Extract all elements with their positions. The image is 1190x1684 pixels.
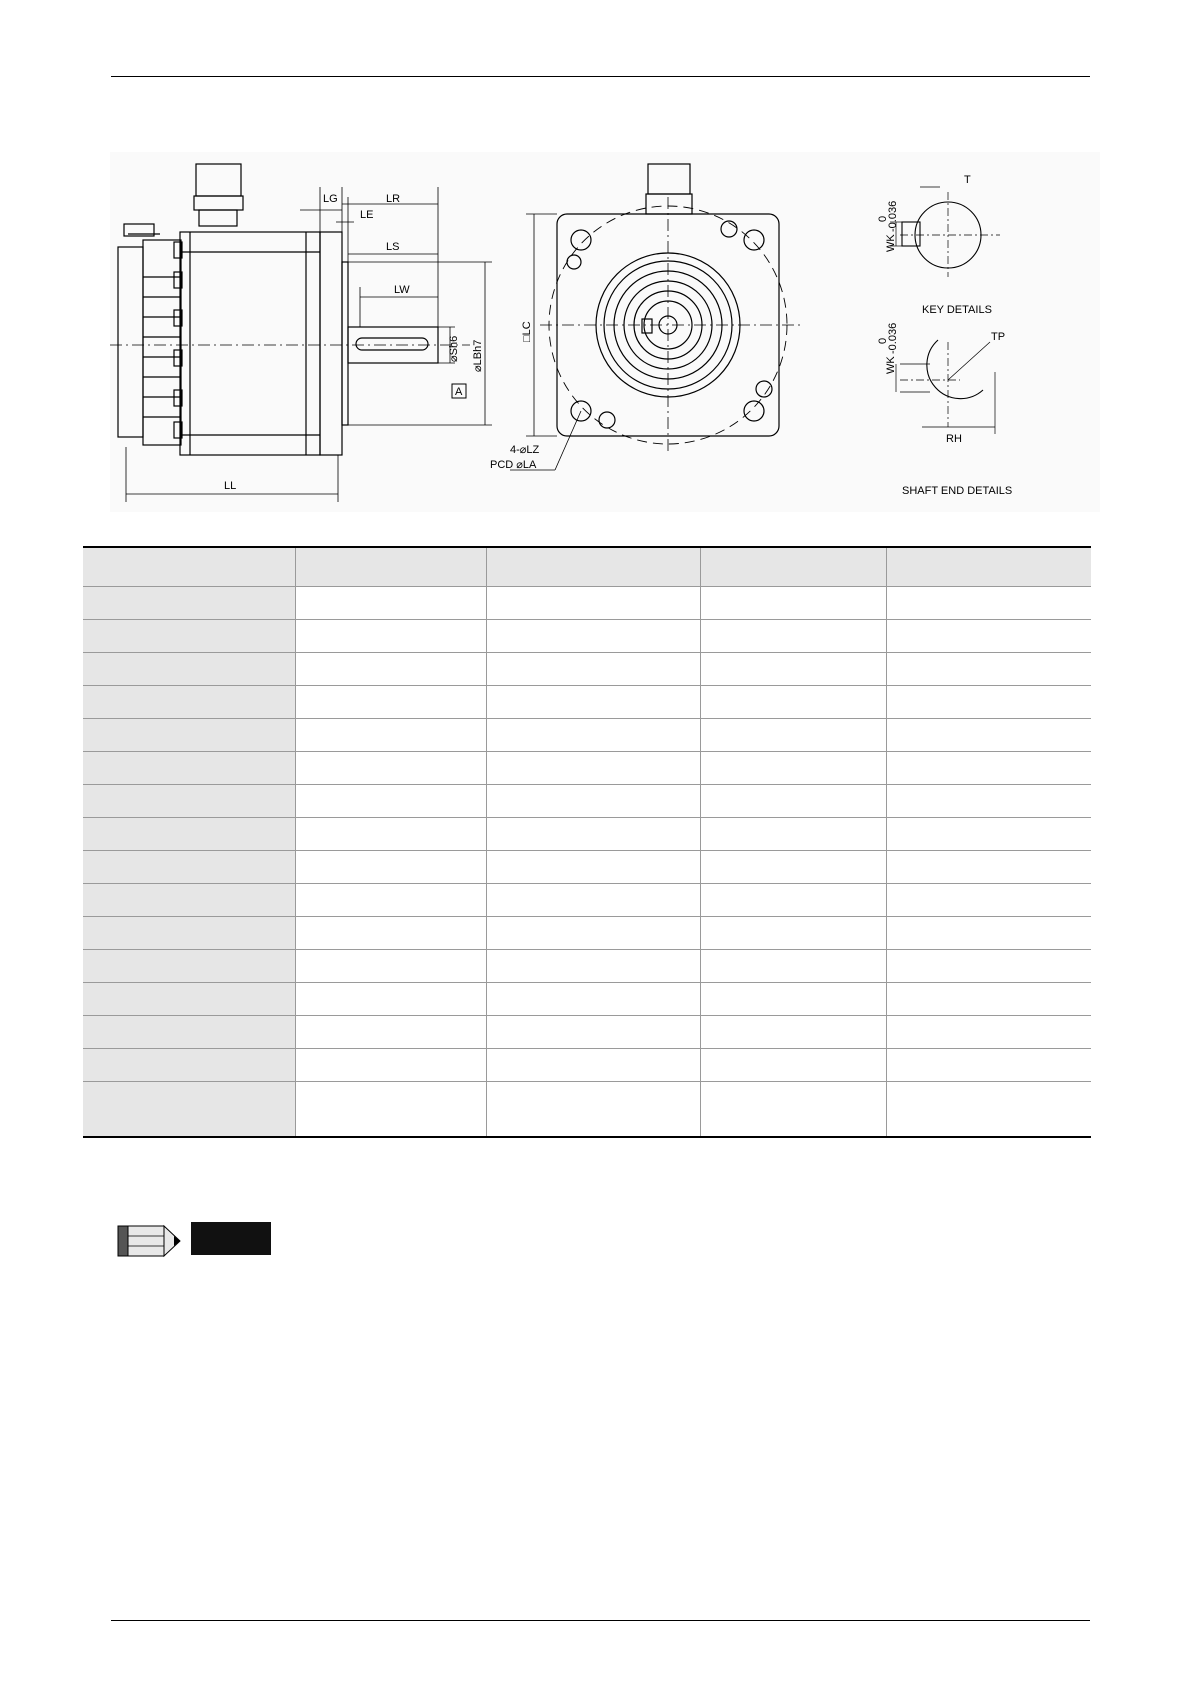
row-label-cell	[83, 884, 295, 917]
table-header-cell	[295, 547, 486, 587]
table-cell	[886, 983, 1091, 1016]
row-label-cell	[83, 1049, 295, 1082]
table-header-cell	[83, 547, 295, 587]
datum-A: A	[455, 386, 463, 398]
table-cell	[295, 818, 486, 851]
row-label-cell	[83, 620, 295, 653]
table-cell	[486, 587, 700, 620]
table-row	[83, 686, 1091, 719]
key-T: T	[964, 174, 971, 186]
table-cell	[295, 983, 486, 1016]
dim-LW: LW	[394, 284, 410, 296]
table-cell	[295, 917, 486, 950]
dim-LZ: 4-⌀LZ	[510, 444, 540, 456]
header-rule	[111, 76, 1090, 77]
row-label-cell	[83, 686, 295, 719]
table-cell	[486, 785, 700, 818]
table-cell	[886, 752, 1091, 785]
row-label-cell	[83, 818, 295, 851]
shaft-tol-upper: 0	[877, 337, 889, 344]
table-cell	[700, 653, 886, 686]
note-badge	[116, 1220, 276, 1260]
table-cell	[486, 620, 700, 653]
table-cell	[486, 752, 700, 785]
key-tol-lower: -0.036	[887, 200, 899, 232]
table-cell	[886, 653, 1091, 686]
dim-LA: PCD ⌀LA	[490, 459, 537, 471]
dim-LC: □LC	[521, 321, 533, 342]
table-cell	[886, 719, 1091, 752]
table-cell	[486, 1016, 700, 1049]
table-cell	[295, 653, 486, 686]
table-cell	[886, 884, 1091, 917]
dim-LBh7: ⌀LBh7	[472, 339, 484, 372]
table-cell	[486, 686, 700, 719]
table-cell	[486, 950, 700, 983]
dim-LS: LS	[386, 241, 400, 253]
table-cell	[486, 719, 700, 752]
table-row	[83, 1049, 1091, 1082]
shaft-TP: TP	[991, 331, 1006, 343]
table-cell	[295, 719, 486, 752]
shaft-WK: WK	[885, 356, 897, 374]
table-cell	[295, 752, 486, 785]
row-label-cell	[83, 752, 295, 785]
table-cell	[486, 983, 700, 1016]
dimension-table	[83, 546, 1091, 1138]
row-label-cell	[83, 950, 295, 983]
shaft-RH: RH	[946, 433, 962, 445]
row-label-cell	[83, 785, 295, 818]
table-cell	[886, 785, 1091, 818]
table-cell	[886, 1016, 1091, 1049]
table-row	[83, 1082, 1091, 1138]
table-row	[83, 818, 1091, 851]
table-row	[83, 983, 1091, 1016]
key-tol-upper: 0	[877, 215, 889, 222]
table-cell	[295, 950, 486, 983]
table-cell	[486, 851, 700, 884]
dim-LG: LG	[323, 193, 338, 205]
table-cell	[700, 983, 886, 1016]
table-row	[83, 851, 1091, 884]
shaft-tol-lower: -0.036	[887, 322, 899, 354]
table-row	[83, 950, 1091, 983]
table-cell	[886, 851, 1091, 884]
table-cell	[295, 587, 486, 620]
table-row	[83, 620, 1091, 653]
row-label-cell	[83, 851, 295, 884]
table-cell	[295, 686, 486, 719]
table-cell	[700, 752, 886, 785]
table-cell	[700, 818, 886, 851]
table-header-row	[83, 547, 1091, 587]
table-cell	[886, 818, 1091, 851]
shaft-caption: SHAFT END DETAILS	[902, 485, 1013, 497]
table-cell	[886, 587, 1091, 620]
table-cell	[886, 917, 1091, 950]
note-label-bar	[191, 1222, 271, 1255]
table-header-cell	[886, 547, 1091, 587]
table-cell	[700, 587, 886, 620]
table-cell	[295, 1049, 486, 1082]
table-cell	[700, 719, 886, 752]
table-cell	[486, 818, 700, 851]
table-cell	[295, 1082, 486, 1138]
table-cell	[700, 686, 886, 719]
table-cell	[486, 917, 700, 950]
table-header-cell	[700, 547, 886, 587]
dim-LR: LR	[386, 193, 401, 205]
table-cell	[295, 1016, 486, 1049]
row-label-cell	[83, 983, 295, 1016]
table-cell	[700, 1082, 886, 1138]
row-label-cell	[83, 719, 295, 752]
table-cell	[295, 884, 486, 917]
pencil-icon	[116, 1220, 191, 1260]
table-cell	[700, 884, 886, 917]
dim-LL: LL	[224, 480, 237, 492]
table-cell	[700, 851, 886, 884]
table-row	[83, 719, 1091, 752]
table-cell	[700, 620, 886, 653]
table-cell	[700, 950, 886, 983]
table-row	[83, 1016, 1091, 1049]
table-cell	[886, 686, 1091, 719]
table-cell	[486, 884, 700, 917]
motor-dimension-drawing	[110, 152, 1100, 512]
table-cell	[486, 653, 700, 686]
dim-Sh6: ⌀Sh6	[448, 335, 460, 362]
table-row	[83, 917, 1091, 950]
table-cell	[486, 1082, 700, 1138]
table-cell	[700, 1049, 886, 1082]
table-row	[83, 884, 1091, 917]
table-row	[83, 752, 1091, 785]
table-cell	[886, 950, 1091, 983]
table-cell	[486, 1049, 700, 1082]
table-row	[83, 785, 1091, 818]
footer-rule	[111, 1620, 1090, 1621]
table-cell	[886, 620, 1091, 653]
key-WK: WK	[885, 234, 897, 252]
row-label-cell	[83, 587, 295, 620]
row-label-cell	[83, 1016, 295, 1049]
table-cell	[295, 851, 486, 884]
row-label-cell	[83, 917, 295, 950]
table-cell	[886, 1082, 1091, 1138]
table-cell	[295, 620, 486, 653]
table-cell	[295, 785, 486, 818]
row-label-cell	[83, 1082, 295, 1138]
table-row	[83, 653, 1091, 686]
table-cell	[886, 1049, 1091, 1082]
row-label-cell	[83, 653, 295, 686]
table-header-cell	[486, 547, 700, 587]
table-cell	[700, 785, 886, 818]
table-cell	[700, 1016, 886, 1049]
key-caption: KEY DETAILS	[922, 304, 992, 316]
table-cell	[700, 917, 886, 950]
dim-LE: LE	[360, 209, 374, 221]
table-row	[83, 587, 1091, 620]
